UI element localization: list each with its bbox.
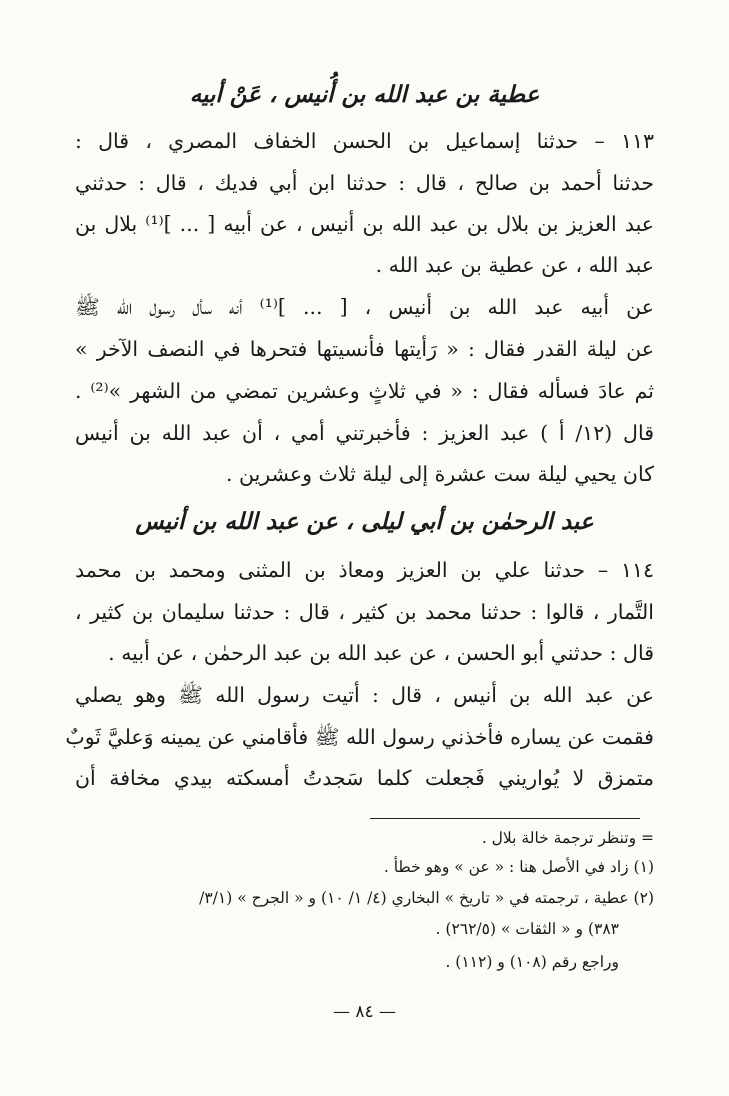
text-line: متمزق لا يُواريني فَجعلت كلما سَجدتُ أمسكته بيدي مخافة أن bbox=[75, 766, 654, 790]
text-line: عبد الله ، عن عطية بن عبد الله . bbox=[375, 253, 654, 277]
text-line: عن ليلة القدر فقال : « رَأيتها فأنسيتها فتحرها في النصف الآخر » bbox=[75, 337, 654, 361]
footnote-line: وراجع رقم (١٠٨) و (١١٢) . bbox=[445, 953, 619, 971]
footnote-line: (٢) عطية ، ترجمته في « تاريخ » البخاري (٤/ ١/ ١٠) و « الجرح » (٣/١/ bbox=[199, 889, 654, 907]
text-line: حدثنا أحمد بن صالح ، قال : حدثنا ابن أبي فديك ، قال : حدثني bbox=[75, 171, 654, 195]
text-line: ١١٤ – حدثنا علي بن العزيز ومعاذ بن المثنى ومحمد بن محمد bbox=[75, 558, 654, 582]
text-line: عن عبد الله بن أنيس ، قال : أتيت رسول الله ﷺ وهو يصلي bbox=[75, 683, 654, 707]
text-line: كان يحيي ليلة ست عشرة إلى ليلة ثلاث وعشرين . bbox=[225, 462, 654, 486]
page-number: — ٨٤ — bbox=[332, 1002, 397, 1022]
text-line: ١١٣ – حدثنا إسماعيل بن الحسن الخفاف المصري ، قال : bbox=[75, 129, 654, 153]
text-line: فقمت عن يساره فأخذني رسول الله ﷺ فأقامني عن يمينه وَعليَّ ثَوبٌ bbox=[65, 725, 654, 749]
text-line: قال (١٢/ أ ) عبد العزيز : فأخبرتني أمي ، أن عبد الله بن أنيس bbox=[75, 421, 654, 445]
footnote-line: = وتنظر ترجمة خالة بلال . bbox=[481, 829, 654, 847]
section-heading-abdulrahman: عبد الرحمٰن بن أبي ليلى ، عن عبد الله بن أنيس bbox=[135, 508, 594, 535]
section-heading-atiyya: عطية بن عبد الله بن أُنيس ، عَنْ أبيه bbox=[189, 81, 540, 108]
text-line: ثم عادَ فسأله فقال : « في ثلاثٍ وعشرين تمضي من الشهر »⁽²⁾ . bbox=[75, 379, 654, 403]
text-line: عبد العزيز بن بلال بن عبد الله بن أنيس ، عن أبيه [ ... ]⁽¹⁾ بلال بن bbox=[75, 212, 654, 236]
text-line: التَّمار ، قالوا : حدثنا محمد بن كثير ، قال : حدثنا سليمان بن كثير ، bbox=[75, 600, 654, 624]
text-line: قال : حدثني أبو الحسن ، عن عبد الله بن عبد الرحمٰن ، عن أبيه . bbox=[108, 641, 654, 665]
footnote-line: ٣٨٣) و « الثقات » (٢٦٢/٥) . bbox=[435, 920, 619, 938]
footnote-separator bbox=[370, 818, 640, 819]
footnote-line: (١) زاد في الأصل هنا : « عن » وهو خطأ . bbox=[383, 858, 654, 876]
text-line: عن أبيه عبد الله بن أنيس ، [ ... ]⁽¹⁾ أنه سأل رسول الله ﷺ bbox=[75, 295, 654, 319]
